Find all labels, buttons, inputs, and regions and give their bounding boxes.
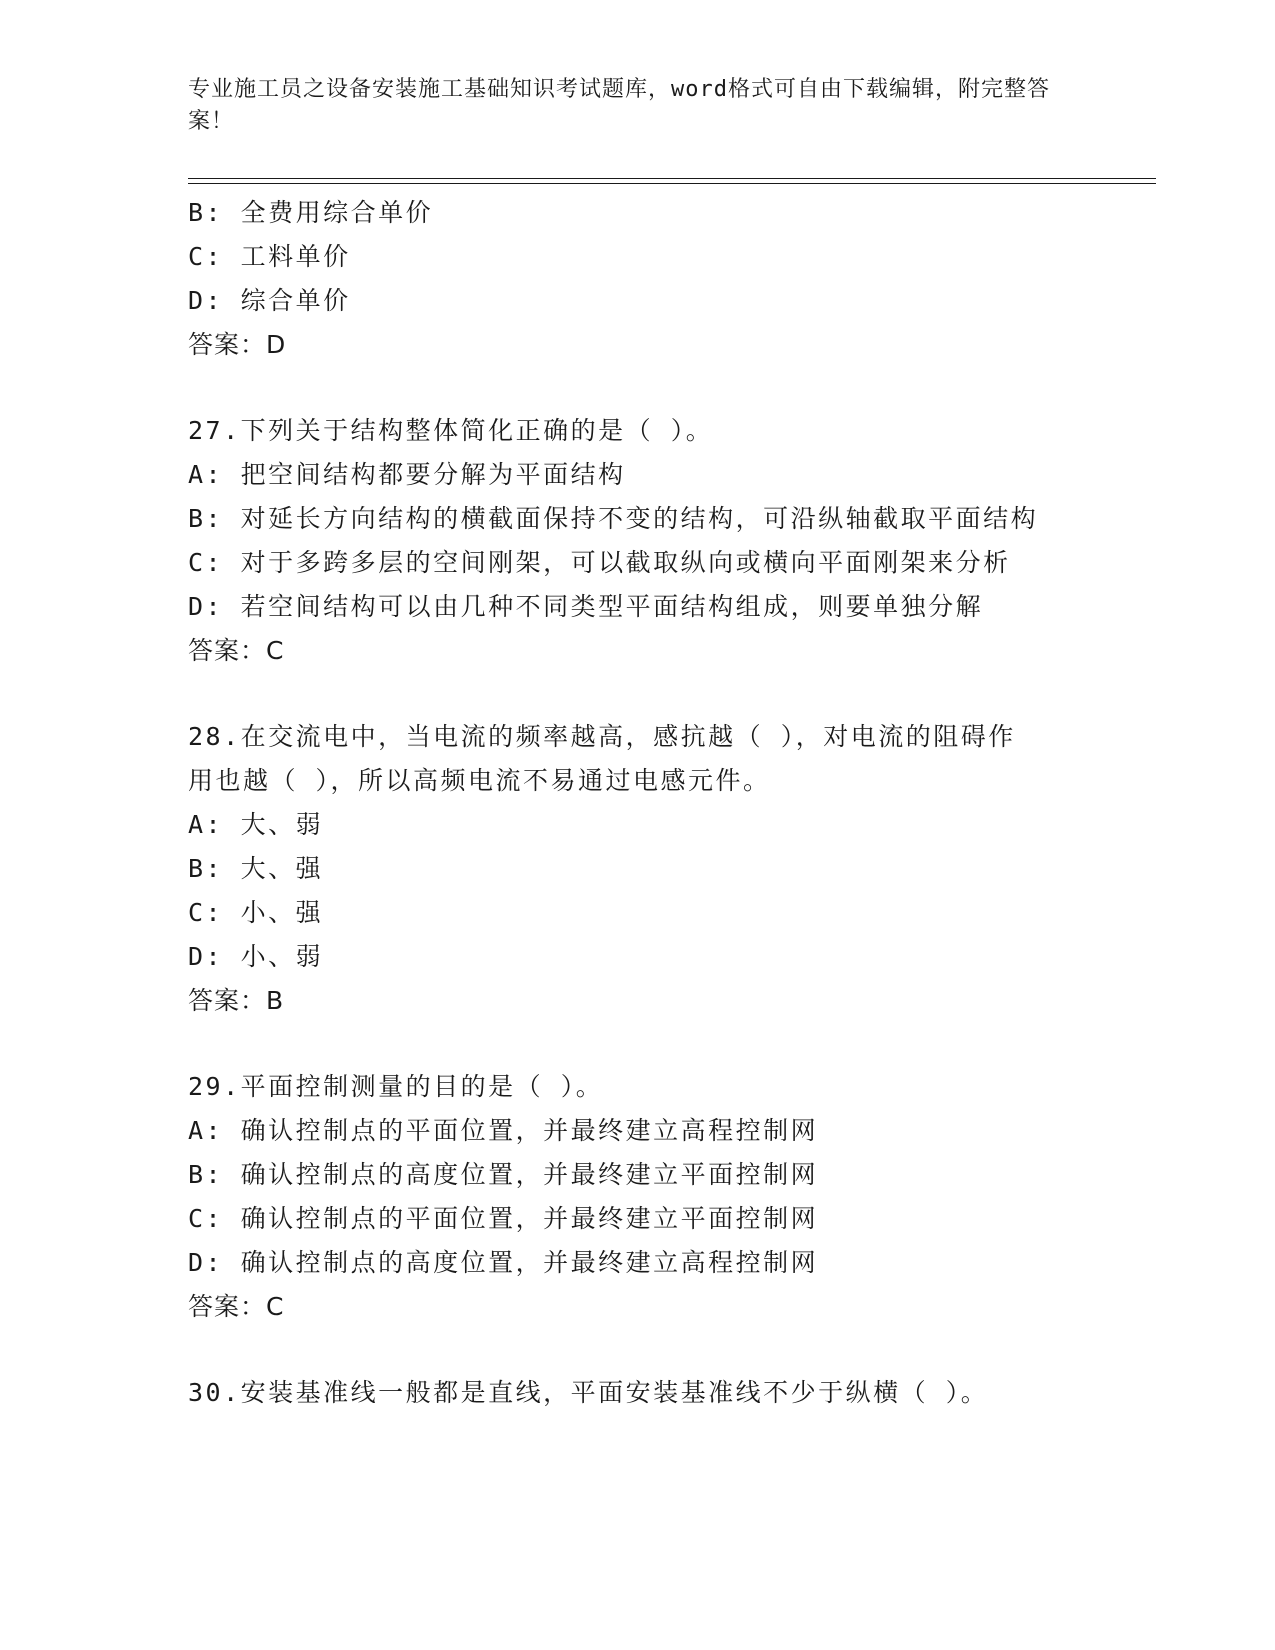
option-b: B: 全费用综合单价 (188, 198, 434, 227)
answer-line: 答案：C (188, 1292, 285, 1321)
answer-line: 答案：C (188, 636, 285, 665)
question-30: 30.安装基准线一般都是直线，平面安装基准线不少于纵横（ ）。 (188, 1378, 989, 1407)
question-28: 28.在交流电中，当电流的频率越高，感抗越（ ），对电流的阻碍作 (188, 722, 1016, 751)
answer-line: 答案：B (188, 986, 285, 1015)
option-d: D: 小、弱 (188, 942, 324, 971)
option-d: D: 综合单价 (188, 286, 351, 315)
option-a: A: 大、弱 (188, 810, 324, 839)
page-header-title: 专业施工员之设备安装施工基础知识考试题库，word格式可自由下载编辑，附完整答案！ (188, 77, 1050, 134)
option-c: C: 工料单价 (188, 242, 351, 271)
option-d: D: 若空间结构可以由几种不同类型平面结构组成，则要单独分解 (188, 592, 984, 621)
header-divider-top (188, 178, 1156, 179)
option-a: A: 确认控制点的平面位置，并最终建立高程控制网 (188, 1116, 819, 1145)
option-c: C: 确认控制点的平面位置，并最终建立平面控制网 (188, 1204, 819, 1233)
option-c: C: 小、强 (188, 898, 324, 927)
question-27: 27.下列关于结构整体简化正确的是（ ）。 (188, 416, 714, 445)
option-b: B: 对延长方向结构的横截面保持不变的结构，可沿纵轴截取平面结构 (188, 504, 1039, 533)
option-c: C: 对于多跨多层的空间刚架，可以截取纵向或横向平面刚架来分析 (188, 548, 1011, 577)
option-b: B: 大、强 (188, 854, 324, 883)
question-28-continued: 用也越（ ），所以高频电流不易通过电感元件。 (188, 766, 771, 795)
header-divider-bottom (188, 183, 1156, 184)
option-d: D: 确认控制点的高度位置，并最终建立高程控制网 (188, 1248, 819, 1277)
question-29: 29.平面控制测量的目的是（ ）。 (188, 1072, 604, 1101)
option-a: A: 把空间结构都要分解为平面结构 (188, 460, 626, 489)
option-b: B: 确认控制点的高度位置，并最终建立平面控制网 (188, 1160, 819, 1189)
answer-line: 答案：D (188, 330, 287, 359)
